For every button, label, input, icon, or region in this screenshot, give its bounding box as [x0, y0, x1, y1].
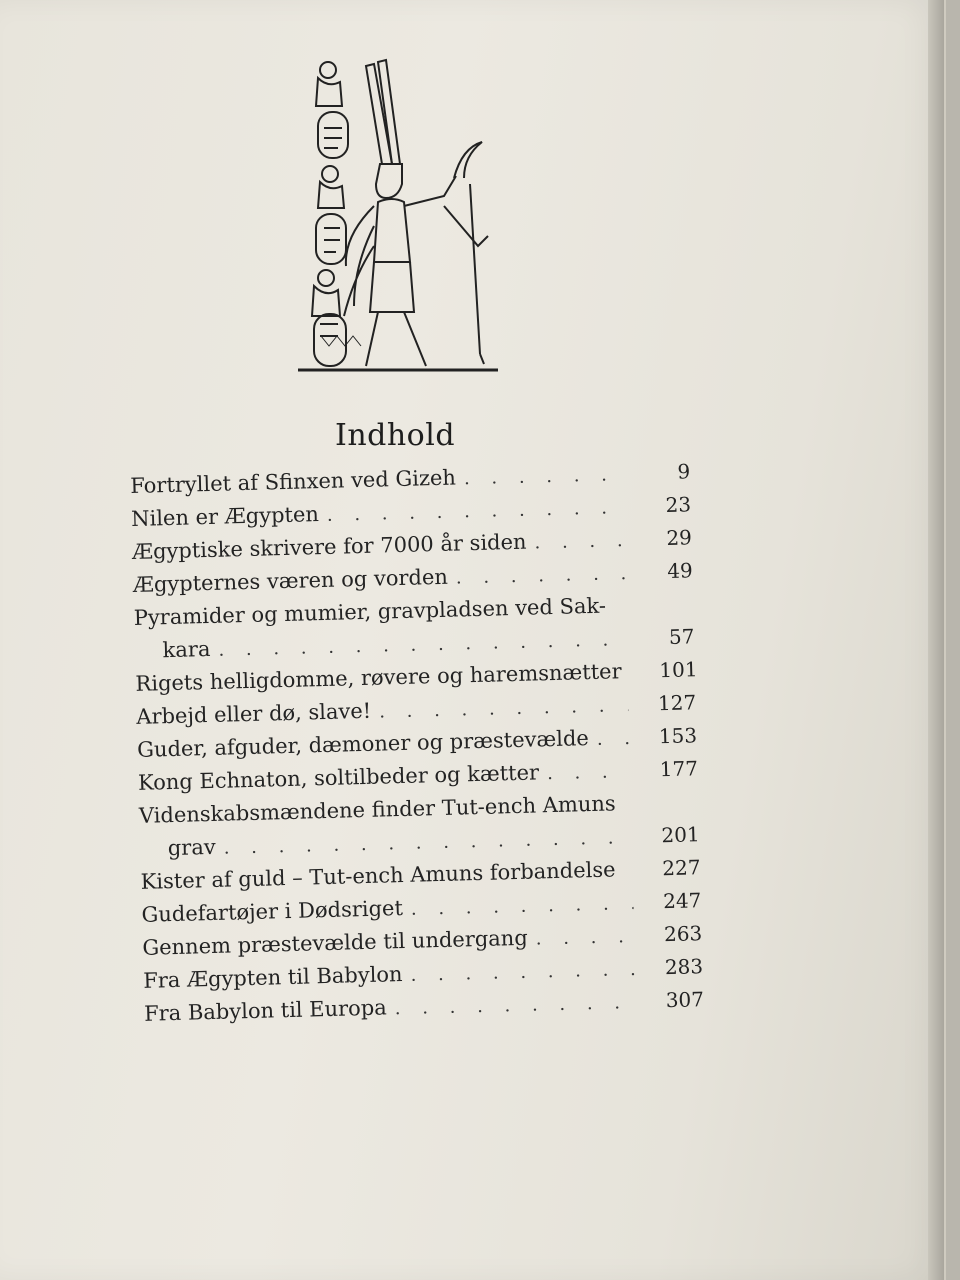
leader-dots [410, 959, 635, 986]
leader-dots [411, 893, 634, 920]
page-title: Indhold [334, 418, 456, 453]
leader-dots [327, 497, 624, 526]
toc-title: grav [167, 834, 216, 861]
toc-title: Kister af guld – Tut-ench Amuns forbandelse [140, 857, 616, 894]
toc-page [639, 808, 699, 810]
toc-title: Fra Ægypten til Babylon [142, 962, 403, 993]
toc-title: kara [162, 636, 211, 663]
toc-page: 49 [666, 558, 694, 583]
leader-dots [379, 695, 629, 723]
toc-title: Ægypternes væren og vorden [132, 564, 449, 597]
toc-title: Fortryllet af Sfinxen ved Gizeh [130, 465, 457, 498]
toc-title: Arbejd eller dø, slave! [136, 698, 372, 729]
toc-page: 201 [661, 822, 700, 848]
toc-title: Fra Babylon til Europa [143, 995, 388, 1026]
toc-title: Videnskabsmændene finder Tut-ench Amuns [138, 791, 616, 828]
leader-dots [464, 464, 623, 489]
leader-dots [535, 926, 634, 950]
toc-page: 247 [662, 888, 702, 914]
toc-page: 57 [668, 624, 695, 649]
toc-title: Gennem præstevælde til undergang [142, 925, 529, 960]
toc-title: Gudefartøjer i Dødsriget [141, 896, 404, 927]
toc-page: 9 [677, 459, 691, 484]
toc-title: Kong Echnaton, soltilbeder og kætter [137, 760, 540, 795]
toc-page: 177 [659, 756, 699, 782]
toc-title: Rigets helligdomme, røvere og haremsnætter [135, 659, 622, 696]
toc-page: 29 [666, 525, 693, 550]
toc-page: 127 [657, 690, 697, 716]
toc-page: 227 [661, 855, 701, 881]
toc-title: Pyramider og mumier, gravpladsen ved Sak- [133, 593, 607, 630]
leader-dots [456, 563, 625, 588]
toc-page: 101 [659, 657, 698, 683]
table-of-contents [130, 459, 704, 1034]
toc-page: 23 [665, 492, 692, 517]
leader-dots [547, 761, 630, 784]
toc-title: Ægyptiske skrivere for 7000 år siden [131, 529, 527, 564]
toc-title: Nilen er Ægypten [130, 502, 320, 531]
leader-dots [597, 728, 630, 750]
egyptian-pharaoh-relief-icon [294, 56, 502, 376]
leader-dots [394, 992, 636, 1019]
toc-page: 283 [664, 954, 704, 980]
toc-page: 153 [658, 723, 698, 749]
toc-page: 263 [663, 921, 703, 947]
page-edge [928, 0, 944, 1280]
toc-page [634, 610, 694, 612]
toc-page: 307 [665, 987, 705, 1013]
leader-dots [534, 530, 624, 553]
toc-title: Guder, afguder, dæmoner og præstevælde [136, 726, 590, 762]
